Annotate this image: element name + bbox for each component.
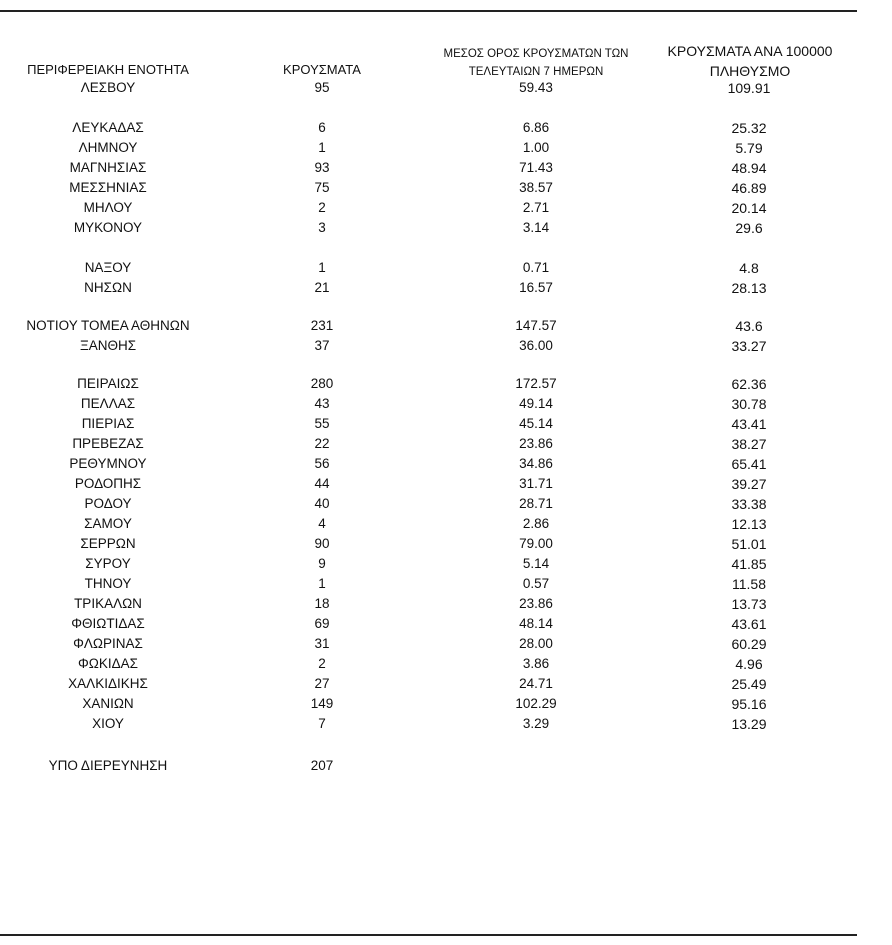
header-per100k-line2: ΠΛΗΘΥΣΜΟ (709, 63, 791, 79)
row-region: ΤΗΝΟΥ (84, 576, 132, 591)
row-per100k: 95.16 (731, 696, 767, 712)
header-per100k-line1: ΚΡΟΥΣΜΑΤΑ ΑΝΑ 100000 (667, 43, 833, 59)
table-row (0, 454, 892, 474)
row-avg7: 23.86 (519, 596, 553, 611)
row-cases: 231 (310, 318, 334, 333)
row-region: ΠΙΕΡΙΑΣ (81, 416, 135, 431)
row-avg7: 6.86 (522, 120, 550, 135)
row-per100k: 60.29 (731, 636, 767, 652)
row-per100k: 39.27 (731, 476, 767, 492)
row-cases: 1 (318, 576, 326, 591)
row-avg7: 3.14 (522, 220, 550, 235)
row-region: ΡΟΔΟΥ (84, 496, 132, 511)
table-row (0, 554, 892, 574)
table-row (0, 414, 892, 434)
row-per100k: 109.91 (727, 80, 771, 96)
row-region: ΛΕΥΚΑΔΑΣ (72, 120, 144, 135)
table-row (0, 258, 892, 278)
row-per100k: 48.94 (731, 160, 767, 176)
header-avg7-line1: ΜΕΣΟΣ ΟΡΟΣ ΚΡΟΥΣΜΑΤΩΝ ΤΩΝ (443, 48, 629, 60)
header-avg7-line2: ΤΕΛΕΥΤΑΙΩΝ 7 ΗΜΕΡΩΝ (468, 66, 604, 78)
row-cases: 2 (318, 200, 326, 215)
table-row (0, 514, 892, 534)
row-region: ΝΑΞΟΥ (84, 260, 132, 275)
row-cases: 280 (310, 376, 334, 391)
row-cases: 75 (314, 180, 330, 195)
row-region: ΦΛΩΡΙΝΑΣ (73, 636, 143, 651)
table-row (0, 634, 892, 654)
table-row (0, 494, 892, 514)
row-cases: 9 (318, 556, 326, 571)
row-region: ΜΑΓΝΗΣΙΑΣ (69, 160, 147, 175)
row-region: ΡΟΔΟΠΗΣ (74, 476, 142, 491)
row-avg7: 172.57 (515, 376, 557, 391)
table-row (0, 178, 892, 198)
row-cases: 40 (314, 496, 330, 511)
table-row (0, 218, 892, 238)
header-cases: ΚΡΟΥΣΜΑΤΑ (283, 62, 361, 77)
row-region: ΝΗΣΩΝ (84, 280, 132, 295)
row-avg7: 36.00 (519, 338, 553, 353)
table-row (0, 336, 892, 356)
table-row (0, 534, 892, 554)
row-region: ΦΩΚΙΔΑΣ (78, 656, 138, 671)
row-cases: 90 (314, 536, 330, 551)
row-avg7: 1.00 (522, 140, 550, 155)
row-per100k: 65.41 (731, 456, 767, 472)
table-row (0, 614, 892, 634)
row-avg7: 49.14 (519, 396, 553, 411)
table-row (0, 316, 892, 336)
row-per100k: 12.13 (731, 516, 767, 532)
row-per100k: 4.96 (735, 656, 763, 672)
row-cases: 55 (314, 416, 330, 431)
row-avg7: 38.57 (519, 180, 553, 195)
row-avg7: 3.29 (522, 716, 550, 731)
row-per100k: 30.78 (731, 396, 767, 412)
row-cases: 69 (314, 616, 330, 631)
row-per100k: 5.79 (735, 140, 763, 156)
row-per100k: 25.32 (731, 120, 767, 136)
row-avg7: 24.71 (519, 676, 553, 691)
row-avg7: 5.14 (522, 556, 550, 571)
table-row (0, 694, 892, 714)
row-region: ΣΑΜΟΥ (84, 516, 132, 531)
row-region: ΧΑΛΚΙΔΙΚΗΣ (68, 676, 148, 691)
row-region: ΝΟΤΙΟΥ ΤΟΜΕΑ ΑΘΗΝΩΝ (26, 318, 190, 333)
table-row (0, 78, 892, 98)
table-row (0, 434, 892, 454)
row-per100k: 4.8 (739, 260, 759, 276)
row-per100k: 33.27 (731, 338, 767, 354)
row-cases: 3 (318, 220, 326, 235)
row-avg7: 0.71 (522, 260, 550, 275)
row-avg7: 34.86 (519, 456, 553, 471)
row-cases: 22 (314, 436, 330, 451)
table-row (0, 714, 892, 734)
row-per100k: 38.27 (731, 436, 767, 452)
table-row (0, 198, 892, 218)
row-cases: 4 (318, 516, 326, 531)
row-cases: 21 (314, 280, 330, 295)
row-region: ΠΡΕΒΕΖΑΣ (72, 436, 144, 451)
row-cases: 149 (310, 696, 334, 711)
bottom-rule (0, 934, 857, 936)
row-avg7: 45.14 (519, 416, 553, 431)
row-avg7: 2.71 (522, 200, 550, 215)
table-row (0, 138, 892, 158)
table-row (0, 118, 892, 138)
row-per100k: 46.89 (731, 180, 767, 196)
row-cases: 1 (318, 140, 326, 155)
row-per100k: 25.49 (731, 676, 767, 692)
row-cases: 93 (314, 160, 330, 175)
row-per100k: 43.6 (735, 318, 763, 334)
row-per100k: 43.41 (731, 416, 767, 432)
row-avg7: 3.86 (522, 656, 550, 671)
row-avg7: 28.71 (519, 496, 553, 511)
header-region: ΠΕΡΙΦΕΡΕΙΑΚΗ ΕΝΟΤΗΤΑ (27, 62, 189, 77)
row-cases: 207 (310, 758, 334, 773)
row-avg7: 0.57 (522, 576, 550, 591)
row-per100k: 29.6 (735, 220, 763, 236)
row-cases: 56 (314, 456, 330, 471)
row-region: ΡΕΘΥΜΝΟΥ (69, 456, 147, 471)
row-cases: 7 (318, 716, 326, 731)
row-avg7: 59.43 (519, 80, 553, 95)
row-per100k: 43.61 (731, 616, 767, 632)
row-cases: 18 (314, 596, 330, 611)
row-region: ΛΕΣΒΟΥ (80, 80, 136, 95)
row-region: ΣΥΡΟΥ (85, 556, 131, 571)
row-cases: 2 (318, 656, 326, 671)
row-region: ΦΘΙΩΤΙΔΑΣ (71, 616, 145, 631)
row-per100k: 13.73 (731, 596, 767, 612)
row-cases: 95 (314, 80, 330, 95)
row-region: ΜΥΚΟΝΟΥ (73, 220, 143, 235)
row-per100k: 41.85 (731, 556, 767, 572)
row-avg7: 79.00 (519, 536, 553, 551)
row-region: ΧΙΟΥ (92, 716, 124, 731)
row-avg7: 28.00 (519, 636, 553, 651)
row-cases: 1 (318, 260, 326, 275)
row-per100k: 33.38 (731, 496, 767, 512)
row-per100k: 20.14 (731, 200, 767, 216)
row-cases: 44 (314, 476, 330, 491)
table-row (0, 374, 892, 394)
table-row (0, 278, 892, 298)
row-region: ΠΕΙΡΑΙΩΣ (77, 376, 139, 391)
row-avg7: 71.43 (519, 160, 553, 175)
table-row (0, 654, 892, 674)
row-region: ΣΕΡΡΩΝ (80, 536, 136, 551)
row-region: ΜΕΣΣΗΝΙΑΣ (69, 180, 147, 195)
row-region: ΧΑΝΙΩΝ (82, 696, 134, 711)
row-region: ΞΑΝΘΗΣ (79, 338, 137, 353)
row-region: ΥΠΟ ΔΙΕΡΕΥΝΗΣΗ (48, 758, 168, 773)
table-row (0, 474, 892, 494)
top-rule (0, 10, 857, 12)
row-region: ΠΕΛΛΑΣ (80, 396, 136, 411)
table-row (0, 574, 892, 594)
row-avg7: 2.86 (522, 516, 550, 531)
row-per100k: 62.36 (731, 376, 767, 392)
row-region: ΛΗΜΝΟΥ (78, 140, 138, 155)
table-row-under-investigation (0, 756, 892, 776)
row-avg7: 102.29 (515, 696, 557, 711)
row-per100k: 28.13 (731, 280, 767, 296)
row-cases: 43 (314, 396, 330, 411)
row-avg7: 23.86 (519, 436, 553, 451)
row-cases: 6 (318, 120, 326, 135)
row-region: ΜΗΛΟΥ (83, 200, 133, 215)
row-avg7: 48.14 (519, 616, 553, 631)
row-avg7: 147.57 (515, 318, 557, 333)
row-cases: 37 (314, 338, 330, 353)
table-row (0, 158, 892, 178)
row-cases: 31 (314, 636, 330, 651)
row-per100k: 13.29 (731, 716, 767, 732)
row-cases: 27 (314, 676, 330, 691)
table-row (0, 594, 892, 614)
row-region: ΤΡΙΚΑΛΩΝ (74, 596, 142, 611)
table-row (0, 674, 892, 694)
row-per100k: 51.01 (731, 536, 767, 552)
table-row (0, 394, 892, 414)
row-avg7: 16.57 (519, 280, 553, 295)
row-avg7: 31.71 (519, 476, 553, 491)
row-per100k: 11.58 (732, 576, 766, 592)
